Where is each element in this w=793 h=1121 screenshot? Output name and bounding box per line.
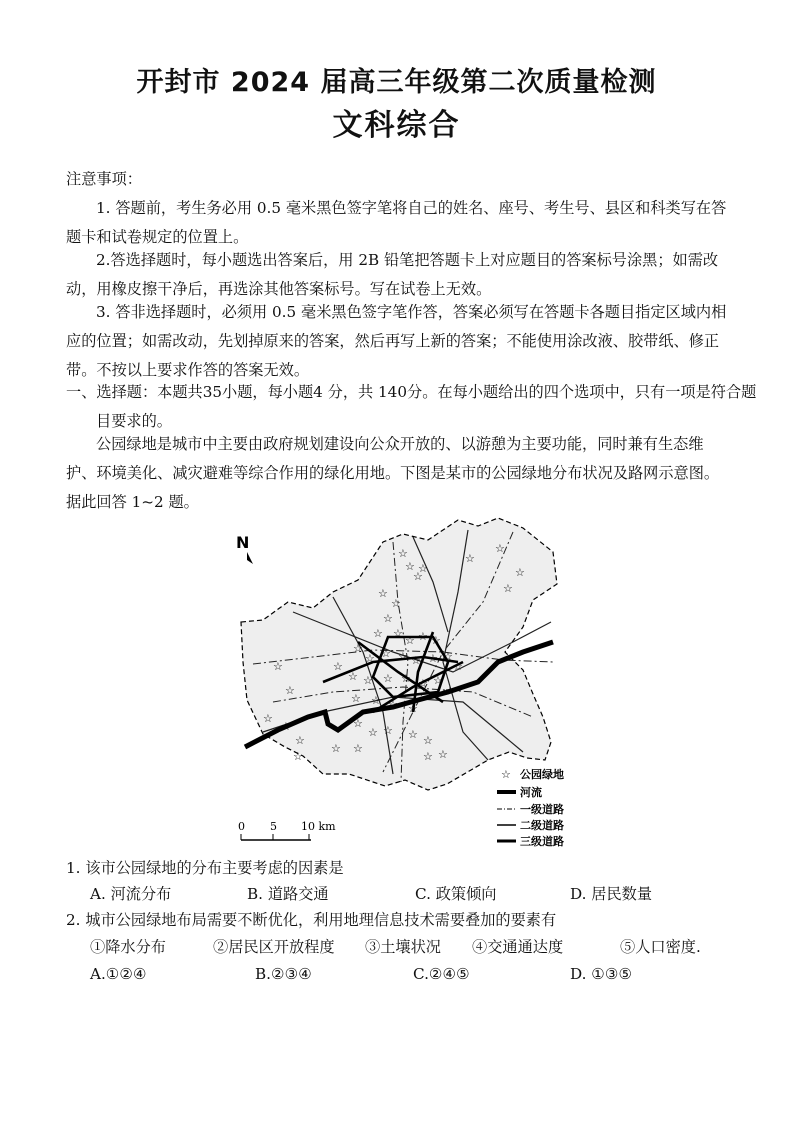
q1-option-c: C. 政策倾向: [415, 885, 497, 903]
q2-item-1: ①降水分布: [90, 938, 166, 956]
north-arrow: [236, 533, 253, 564]
svg-text:☆: ☆: [443, 650, 453, 663]
svg-text:三级道路: 三级道路: [520, 835, 564, 848]
svg-text:☆: ☆: [285, 684, 295, 697]
svg-text:☆: ☆: [363, 674, 373, 687]
svg-text:☆: ☆: [515, 566, 525, 579]
svg-text:☆: ☆: [401, 672, 411, 685]
question-2-stem: 2. 城市公园绿地布局需要不断优化，利用地理信息技术需要叠加的要素有: [66, 911, 557, 929]
svg-text:☆: ☆: [465, 552, 475, 565]
svg-text:☆: ☆: [393, 627, 403, 640]
svg-text:☆: ☆: [353, 742, 363, 755]
svg-text:☆: ☆: [423, 734, 433, 747]
exam-title: 开封市 2024 届高三年级第二次质量检测: [136, 67, 657, 98]
svg-text:☆: ☆: [381, 647, 391, 660]
legend: [497, 767, 564, 848]
q2-option-c: C.②④⑤: [413, 965, 470, 983]
svg-text:☆: ☆: [428, 652, 438, 665]
svg-text:☆: ☆: [348, 670, 358, 683]
svg-text:☆: ☆: [445, 684, 455, 697]
svg-text:☆: ☆: [331, 742, 341, 755]
svg-text:☆: ☆: [273, 660, 283, 673]
svg-text:☆: ☆: [495, 542, 505, 555]
svg-text:☆: ☆: [418, 677, 428, 690]
q1-option-b: B. 道路交通: [247, 885, 329, 903]
q2-item-3: ③土壤状况: [365, 938, 441, 956]
scale-bar: [238, 820, 336, 840]
svg-text:☆: ☆: [438, 748, 448, 761]
svg-text:☆: ☆: [295, 734, 305, 747]
svg-text:N: N: [236, 533, 250, 552]
notice-heading: 注意事项：: [66, 170, 142, 188]
q2-item-2: ②居民区开放程度: [213, 938, 335, 956]
notice-item-1: 1. 答题前，考生务必用 0.5 毫米黑色签字笔将自己的姓名、座号、考生号、县区和科类写在答题卡和试卷规定的位置上。: [66, 199, 727, 246]
svg-text:☆: ☆: [501, 768, 511, 781]
svg-text:☆: ☆: [433, 674, 443, 687]
svg-text:一级道路: 一级道路: [520, 803, 564, 816]
svg-text:☆: ☆: [418, 562, 428, 575]
exam-subtitle: 文科综合: [332, 108, 461, 143]
svg-text:10 km: 10 km: [301, 820, 336, 833]
section-heading: 一、选择题：本题共35小题，每小题4 分，共 140分。在每小题给出的四个选项中，只有一项是符合题目要求的。: [66, 383, 757, 430]
svg-text:☆: ☆: [383, 612, 393, 625]
svg-text:☆: ☆: [351, 692, 361, 705]
svg-text:☆: ☆: [281, 720, 291, 733]
svg-text:☆: ☆: [405, 560, 415, 573]
svg-text:☆: ☆: [365, 652, 375, 665]
svg-text:☆: ☆: [398, 650, 408, 663]
svg-text:☆: ☆: [408, 702, 418, 715]
svg-text:☆: ☆: [503, 582, 513, 595]
notice-item-3: 3. 答非选择题时，必须用 0.5 毫米黑色签字笔作答，答案必须写在答题卡各题目指定区域内相应的位置；如需改动，先划掉原来的答案，然后再写上新的答案；不能使用涂改液、胶带纸、修正带。不按以上要求作答的答案无效。: [66, 303, 727, 379]
svg-text:0: 0: [238, 820, 245, 833]
q2-option-a: A.①②④: [90, 965, 147, 983]
svg-text:☆: ☆: [371, 694, 381, 707]
svg-text:5: 5: [270, 820, 277, 833]
q2-option-d: D. ①③⑤: [570, 965, 633, 983]
q2-item-5: ⑤人口密度.: [620, 938, 701, 956]
svg-text:☆: ☆: [423, 750, 433, 763]
svg-text:☆: ☆: [413, 570, 423, 583]
svg-text:☆: ☆: [411, 654, 421, 667]
q2-option-b: B.②③④: [255, 965, 312, 983]
svg-text:☆: ☆: [431, 634, 441, 647]
svg-text:☆: ☆: [378, 587, 388, 600]
svg-text:☆: ☆: [263, 712, 273, 725]
svg-text:☆: ☆: [418, 630, 428, 643]
svg-text:☆: ☆: [398, 547, 408, 560]
svg-text:☆: ☆: [391, 597, 401, 610]
park-road-map: [233, 512, 583, 852]
svg-text:☆: ☆: [353, 642, 363, 655]
svg-text:☆: ☆: [293, 750, 303, 763]
svg-text:☆: ☆: [333, 660, 343, 673]
notice-item-2: 2.答选择题时，每小题选出答案后，用 2B 铅笔把答题卡上对应题目的答案标号涂黑；如需改动，用橡皮擦干净后，再选涂其他答案标号。写在试卷上无效。: [66, 251, 719, 298]
svg-text:☆: ☆: [388, 698, 398, 711]
svg-text:☆: ☆: [368, 726, 378, 739]
svg-text:公园绿地: 公园绿地: [520, 768, 564, 781]
svg-text:☆: ☆: [383, 672, 393, 685]
q2-item-4: ④交通通达度: [472, 938, 564, 956]
q1-option-a: A. 河流分布: [90, 885, 172, 903]
svg-text:河流: 河流: [520, 786, 542, 799]
svg-text:☆: ☆: [453, 660, 463, 673]
svg-text:☆: ☆: [373, 627, 383, 640]
svg-text:☆: ☆: [353, 717, 363, 730]
q1-option-d: D. 居民数量: [570, 885, 653, 903]
svg-text:二级道路: 二级道路: [520, 819, 564, 832]
question-1-stem: 1. 该市公园绿地的分布主要考虑的因素是: [66, 859, 344, 877]
svg-text:☆: ☆: [383, 724, 393, 737]
passage: 公园绿地是城市中主要由政府规划建设向公众开放的、以游憩为主要功能，同时兼有生态维护、环境美化、减灾避难等综合作用的绿化用地。下图是某市的公园绿地分布状况及路网示意图。据此回答 1~2 题。: [66, 435, 720, 511]
svg-text:☆: ☆: [405, 634, 415, 647]
svg-text:☆: ☆: [408, 728, 418, 741]
